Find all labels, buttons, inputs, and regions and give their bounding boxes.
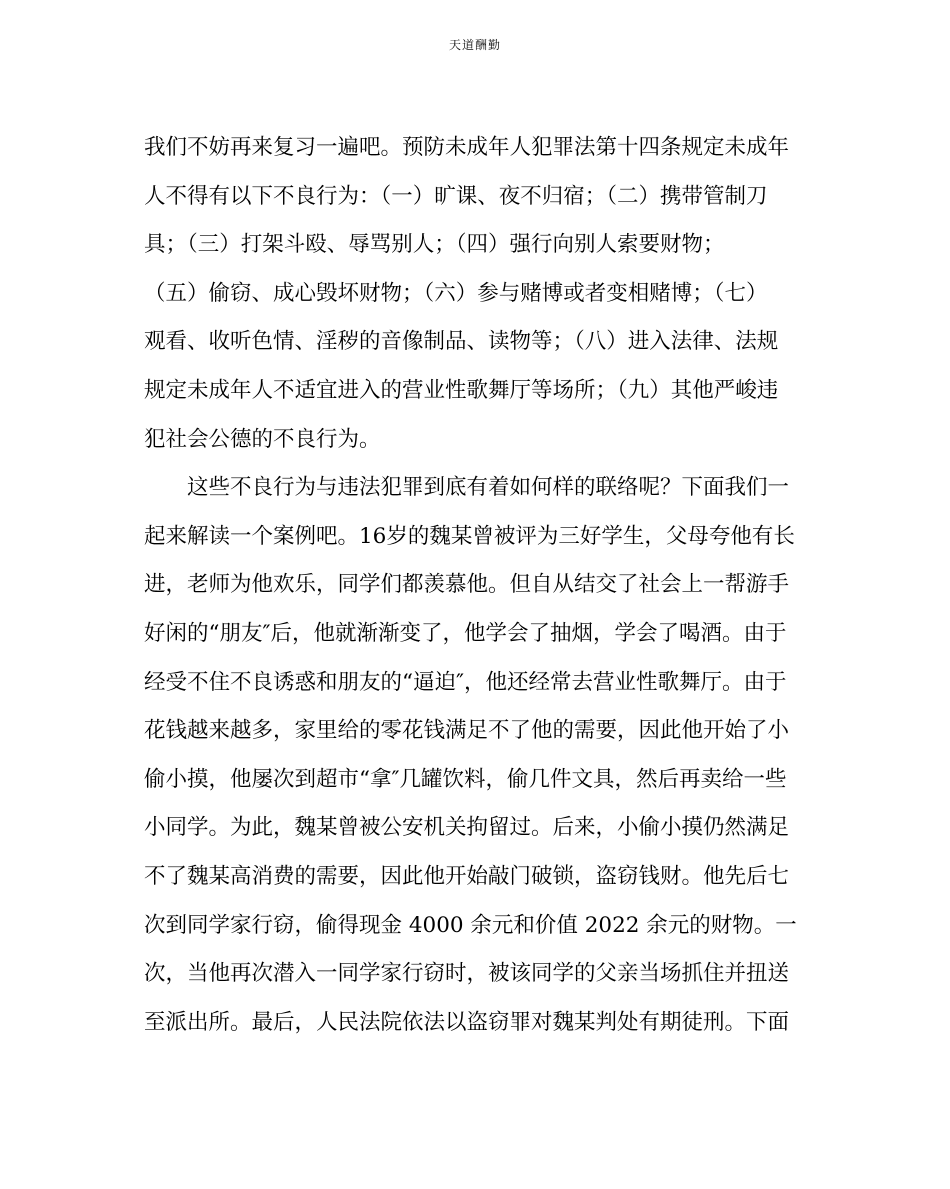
text-line: 至派出所。最后，人民法院依法以盗窃罪对魏某判处有期徒刑。下面	[144, 1009, 790, 1035]
text-line: 偷小摸，他屡次到超市“拿″几罐饮料，偷几件文具，然后再卖给一些	[144, 766, 787, 792]
text-line: 次到同学家行窃，偷得现金 4000 余元和价值 2022 余元的财物。一	[144, 912, 797, 938]
paragraph-1	[144, 124, 800, 464]
text-line: 小同学。为此，魏某曾被公安机关拘留过。后来，小偷小摸仍然满足	[144, 815, 790, 841]
text-line: 好闲的“朋友″后，他就渐渐变了，他学会了抽烟，学会了喝酒。由于	[144, 620, 787, 646]
text-line: 起来解读一个案例吧。16岁的魏某曾被评为三好学生，父母夸他有长	[144, 523, 795, 549]
text-line: 次，当他再次潜入一同学家行窃时，被该同学的父亲当场抓住并扭送	[144, 961, 790, 987]
text-line: 犯社会公德的不良行为。	[144, 426, 381, 452]
page-header: 天道酬勤	[448, 38, 501, 52]
text-line: 经受不住不良诱惑和朋友的“逼迫″，他还经常去营业性歌舞厅。由于	[144, 669, 787, 695]
text-line: 进，老师为他欢乐，同学们都羡慕他。但自从结交了社会上一帮游手	[144, 572, 790, 598]
document-body	[144, 124, 800, 1047]
text-line: 这些不良行为与违法犯罪到底有着如何样的联络呢？下面我们一	[187, 475, 790, 501]
text-line: 不了魏某高消费的需要，因此他开始敲门破锁，盗窃钱财。他先后七	[144, 863, 790, 889]
text-line: 花钱越来越多，家里给的零花钱满足不了他的需要，因此他开始了小	[144, 718, 790, 744]
text-line: 规定未成年人不适宜进入的营业性歌舞厅等场所；（九）其他严峻违	[144, 377, 779, 403]
text-line: 观看、收听色情、淫秽的音像制品、读物等；（八）进入法律、法规	[144, 329, 779, 355]
text-line: 我们不妨再来复习一遍吧。预防未成年人犯罪法第十四条规定未成年	[144, 135, 790, 160]
paragraph-2	[144, 464, 800, 1047]
text-line: （五）偷窃、成心毁坏财物；（六）参与赌博或者变相赌博；（七）	[144, 280, 768, 306]
text-line: 人不得有以下不良行为：（一）旷课、夜不归宿；（二）携带管制刀	[144, 183, 768, 209]
text-line: 具；（三）打架斗殴、辱骂别人；（四）强行向别人索要财物；	[144, 232, 725, 258]
